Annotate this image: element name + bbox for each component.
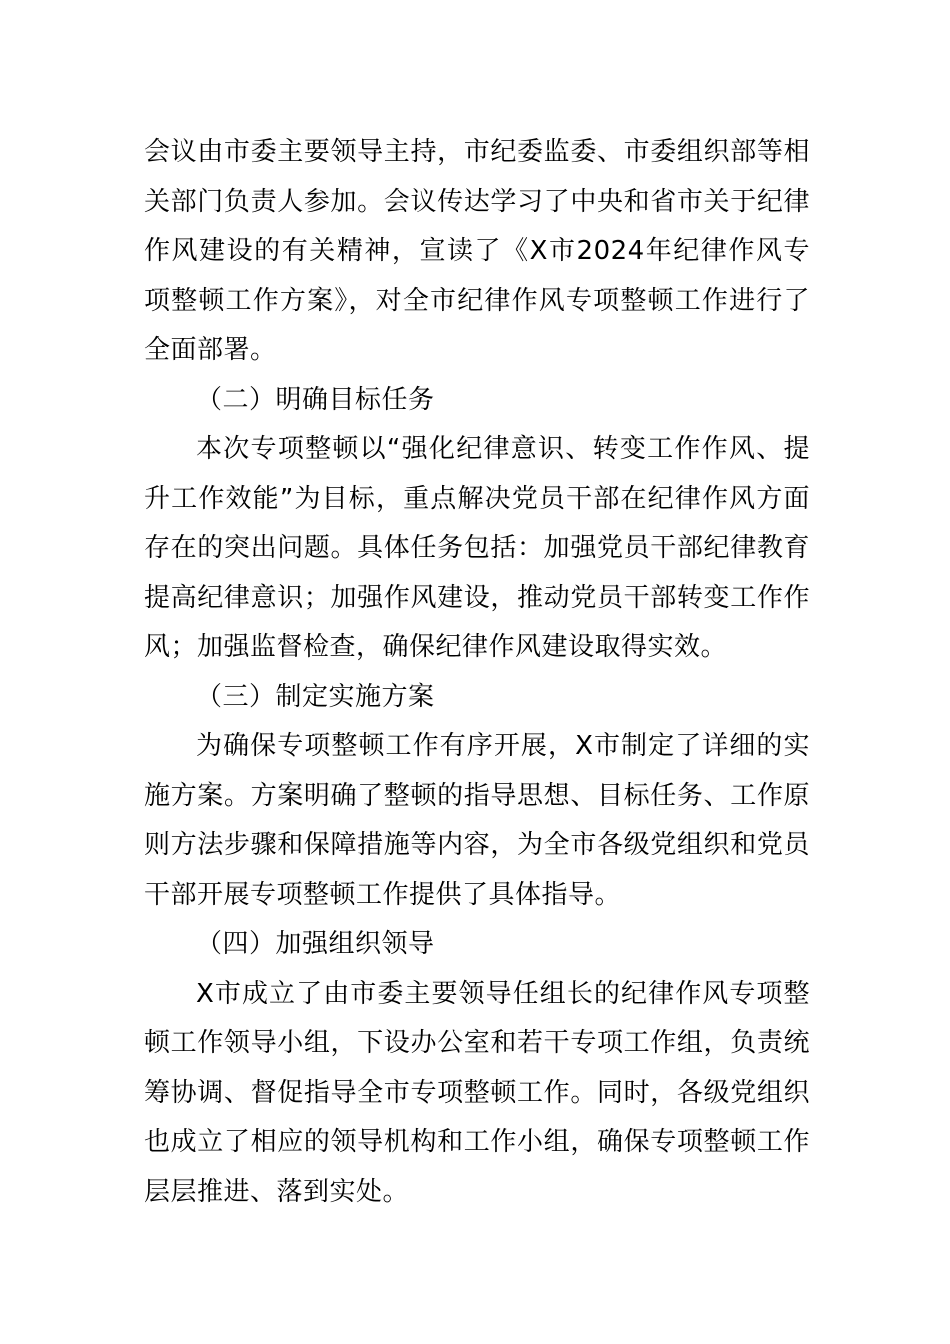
body-paragraph: 会议由市委主要领导主持，市纪委监委、市委组织部等相关部门负责人参加。会议传达学习了中央和省市关于纪律作风建设的有关精神，宣读了《X市2024年纪律作风专项整顿工作方案》，对全市纪律作风专项整顿工作进行了全面部署。 (144, 137, 810, 365)
section-heading: （二）明确目标任务 (196, 384, 435, 415)
body-paragraph: 为确保专项整顿工作有序开展，X市制定了详细的实施方案。方案明确了整顿的指导思想、目标任务、工作原则方法步骤和保障措施等内容，为全市各级党组织和党员干部开展专项整顿工作提供了具体指导。 (144, 731, 810, 910)
body-paragraph: 本次专项整顿以“强化纪律意识、转变工作作风、提升工作效能”为目标，重点解决党员干部在纪律作风方面存在的突出问题。具体任务包括：加强党员干部纪律教育提高纪律意识；加强作风建设，推动党员干部转变工作作风；加强监督检查，确保纪律作风建设取得实效。 (144, 434, 810, 662)
section-heading: （三）制定实施方案 (196, 681, 435, 712)
body-paragraph: X市成立了由市委主要领导任组长的纪律作风专项整顿工作领导小组，下设办公室和若干专项工作组，负责统筹协调、督促指导全市专项整顿工作。同时，各级党组织也成立了相应的领导机构和工作小组，确保专项整顿工作层层推进、落到实处。 (144, 978, 810, 1207)
document-body (144, 128, 810, 1217)
section-heading: （四）加强组织领导 (196, 929, 435, 959)
